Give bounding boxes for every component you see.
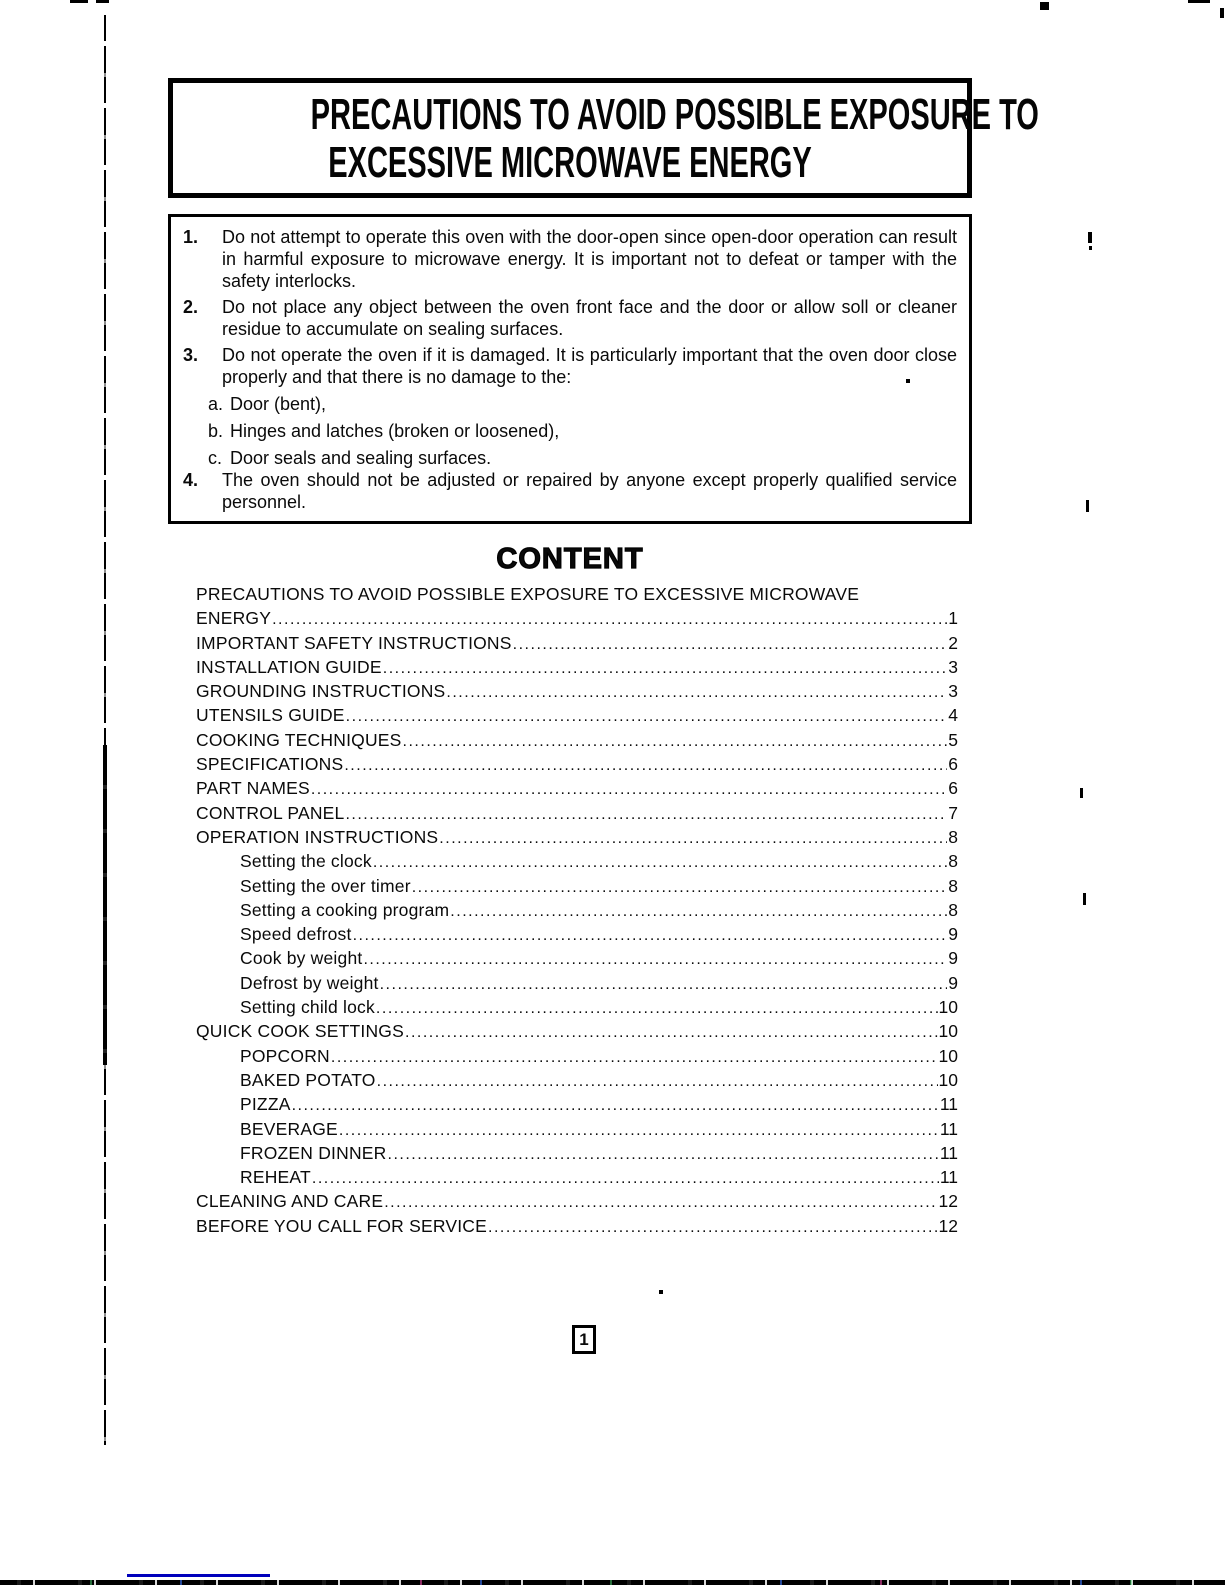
scan-speck — [96, 0, 109, 3]
toc-entry-page: 8 — [948, 826, 958, 847]
toc-entry-label: COOKING TECHNIQUES — [196, 729, 402, 750]
toc-entry — [196, 849, 958, 873]
toc-leader-dots — [345, 801, 947, 827]
toc-entry-page: 9 — [948, 972, 958, 993]
toc-leader-dots — [384, 1189, 937, 1215]
toc-entry-label: UTENSILS GUIDE — [196, 705, 345, 726]
toc-entry-label: REHEAT — [240, 1167, 311, 1188]
toc-leader-dots — [344, 752, 947, 778]
toc-leader-dots — [331, 1044, 938, 1070]
toc-leader-dots — [439, 825, 947, 851]
toc-entry-page: 11 — [939, 1094, 958, 1115]
toc-leader-dots — [380, 971, 948, 997]
toc-entry-label: Setting a cooking program — [240, 899, 450, 920]
toc-entry-page: 10 — [938, 1069, 958, 1090]
toc-entry-label: Speed defrost — [240, 924, 352, 945]
toc-entry — [196, 631, 958, 655]
toc-leader-dots — [339, 1117, 939, 1143]
content-heading: CONTENT — [496, 543, 644, 575]
toc-entry — [196, 655, 958, 679]
toc-entry-label: Defrost by weight — [240, 972, 379, 993]
toc-entry-label: IMPORTANT SAFETY INSTRUCTIONS — [196, 632, 512, 653]
toc-leader-dots — [412, 874, 948, 900]
subitem-letter: c. — [208, 448, 223, 468]
toc-entry-page: 8 — [948, 899, 958, 920]
toc-leader-dots — [513, 631, 948, 657]
toc-leader-dots — [346, 703, 948, 729]
toc-entry-label: CONTROL PANEL — [196, 802, 345, 823]
scan-speck — [70, 0, 88, 3]
toc-leader-dots — [376, 995, 938, 1021]
precaution-item — [183, 344, 957, 388]
precaution-text: Do not place any object between the oven front face and the door or allow soll or cleaner residue to accumulate on sealing surfaces. — [222, 297, 957, 339]
subitem-text: Door seals and sealing surfaces. — [230, 448, 492, 468]
scan-speck — [1220, 8, 1224, 18]
scan-speck — [1040, 2, 1049, 10]
toc-leader-dots — [353, 922, 948, 948]
precaution-item — [183, 296, 957, 340]
toc-entry-label: PART NAMES — [196, 778, 310, 799]
title-box — [168, 78, 1039, 198]
toc-entry — [196, 752, 958, 776]
toc-entry — [196, 1117, 958, 1141]
scan-speck — [1188, 0, 1210, 3]
toc-entry-page: 12 — [938, 1191, 958, 1212]
precaution-number: 1. — [183, 227, 199, 247]
toc-entry-page: 10 — [938, 1021, 958, 1042]
toc-leader-dots — [446, 679, 947, 705]
toc-entry-label: GROUNDING INSTRUCTIONS — [196, 681, 446, 702]
toc-entry — [196, 582, 958, 606]
toc-entry-label: CLEANING AND CARE — [196, 1191, 384, 1212]
toc-leader-dots — [292, 1092, 939, 1118]
scan-speck — [1088, 232, 1092, 243]
toc-entry — [196, 922, 958, 946]
toc-leader-dots — [388, 1141, 939, 1167]
toc-leader-dots — [373, 849, 947, 875]
toc-entry-label: BEFORE YOU CALL FOR SERVICE — [196, 1215, 487, 1236]
toc-entry — [196, 971, 958, 995]
toc-entry-page: 7 — [948, 802, 958, 823]
toc-entry-label: SPECIFICATIONS — [196, 754, 344, 775]
precaution-number: 4. — [183, 470, 199, 490]
toc-entry-page: 9 — [948, 924, 958, 945]
toc-entry-label: BAKED POTATO — [240, 1069, 376, 1090]
precaution-subitem — [208, 393, 957, 415]
toc-entry — [196, 1092, 958, 1116]
toc-entry-page: 9 — [948, 948, 958, 969]
toc-entry — [196, 1019, 958, 1043]
page-number: 1 — [579, 1329, 589, 1349]
precautions-box — [168, 214, 972, 524]
toc-entry-page: 11 — [939, 1167, 958, 1188]
toc-entry — [196, 898, 958, 922]
page-number-box — [572, 1325, 596, 1354]
scan-speck — [1086, 500, 1089, 512]
toc-entry-label: POPCORN — [240, 1045, 330, 1066]
toc-entry — [196, 801, 958, 825]
toc-entry — [196, 995, 958, 1019]
toc-entry-page: 5 — [948, 729, 958, 750]
toc-entry — [196, 946, 958, 970]
precaution-number: 2. — [183, 297, 199, 317]
scan-speck — [1089, 246, 1092, 250]
toc-entry — [196, 1165, 958, 1189]
toc-entry-label: INSTALLATION GUIDE — [196, 656, 382, 677]
subitem-text: Door (bent), — [230, 394, 327, 414]
toc-entry-label: Setting child lock — [240, 997, 375, 1018]
toc-leader-dots — [363, 946, 947, 972]
toc-entry — [196, 606, 958, 630]
toc-leader-dots — [405, 1019, 938, 1045]
toc-entry-page: 1 — [948, 608, 958, 629]
toc-entry-page: 3 — [948, 656, 958, 677]
toc-entry-label: ENERGY — [196, 608, 272, 629]
toc-entry-page: 10 — [938, 997, 958, 1018]
toc-entry-page: 3 — [948, 681, 958, 702]
toc-entry-page: 2 — [948, 632, 958, 653]
toc-entry-label: BEVERAGE — [240, 1118, 338, 1139]
toc-entry-page: 6 — [948, 778, 958, 799]
toc-entry-label: PRECAUTIONS TO AVOID POSSIBLE EXPOSURE TO EXCESSIVE MICROWAVE — [196, 584, 860, 604]
toc-entry-page: 10 — [938, 1045, 958, 1066]
precaution-text: The oven should not be adjusted or repaired by anyone except properly qualified service personnel. — [222, 470, 957, 512]
toc-leader-dots — [272, 606, 947, 632]
toc-entry-page: 12 — [938, 1215, 958, 1236]
toc-entry-page: 4 — [948, 705, 958, 726]
toc-leader-dots — [377, 1068, 938, 1094]
bottom-blue-line — [127, 1574, 270, 1577]
toc-entry-page: 11 — [939, 1118, 958, 1139]
toc-entry — [196, 1068, 958, 1092]
scan-speck — [1083, 893, 1086, 905]
toc-entry-label: Setting the over timer — [240, 875, 411, 896]
page-title-line-1: PRECAUTIONS TO AVOID POSSIBLE EXPOSURE TO — [310, 90, 1039, 139]
toc-list — [196, 582, 958, 1238]
subitem-text: Hinges and latches (broken or loosened), — [230, 421, 560, 441]
toc-entry-label: Cook by weight — [240, 948, 363, 969]
toc-entry-label: QUICK COOK SETTINGS — [196, 1021, 404, 1042]
toc-entry — [196, 825, 958, 849]
toc-entry — [196, 679, 958, 703]
toc-entry-label: FROZEN DINNER — [240, 1142, 387, 1163]
toc-entry-page: 8 — [948, 875, 958, 896]
toc-leader-dots — [403, 728, 948, 754]
scan-speck — [906, 379, 910, 383]
precaution-text: Do not attempt to operate this oven with the door-open since open-door operation can result in harmful exposure to microwave energy. It is important not to defeat or tamper with the safety interlocks. — [222, 227, 957, 291]
page-content-column — [168, 78, 1039, 1238]
subitem-letter: a. — [208, 394, 224, 414]
toc-entry — [196, 776, 958, 800]
toc-entry — [196, 874, 958, 898]
precaution-item — [183, 469, 957, 513]
bottom-scan-noise-bar — [0, 1580, 1225, 1585]
left-binding-scanline — [104, 15, 106, 1445]
scan-speck — [659, 1290, 663, 1294]
toc-entry-label: OPERATION INSTRUCTIONS — [196, 826, 439, 847]
precaution-subitem — [208, 447, 957, 469]
toc-leader-dots — [488, 1214, 938, 1240]
toc-entry — [196, 1189, 958, 1213]
toc-entry-page: 8 — [948, 851, 958, 872]
subitem-letter: b. — [208, 421, 224, 441]
scan-speck — [1080, 788, 1083, 798]
toc-entry — [196, 728, 958, 752]
toc-entry-page: 11 — [939, 1142, 958, 1163]
page-title-line-2: EXCESSIVE MICROWAVE ENERGY — [328, 138, 812, 187]
left-binding-scanline-dark — [103, 745, 107, 1065]
toc-entry — [196, 703, 958, 727]
precaution-text: Do not operate the oven if it is damaged. It is particularly important that the oven door close properly and that there is no damage to the: — [222, 345, 957, 387]
toc-leader-dots — [383, 655, 948, 681]
toc-leader-dots — [450, 898, 947, 924]
precaution-number: 3. — [183, 345, 199, 365]
toc-entry-page: 6 — [948, 754, 958, 775]
toc-entry — [196, 1214, 958, 1238]
toc-entry-label: Setting the clock — [240, 851, 372, 872]
toc-leader-dots — [312, 1165, 939, 1191]
precaution-subitem — [208, 420, 957, 442]
toc-entry — [196, 1141, 958, 1165]
precaution-item — [183, 226, 957, 292]
toc-entry-label: PIZZA — [240, 1094, 291, 1115]
toc-leader-dots — [311, 776, 947, 802]
toc-entry — [196, 1044, 958, 1068]
